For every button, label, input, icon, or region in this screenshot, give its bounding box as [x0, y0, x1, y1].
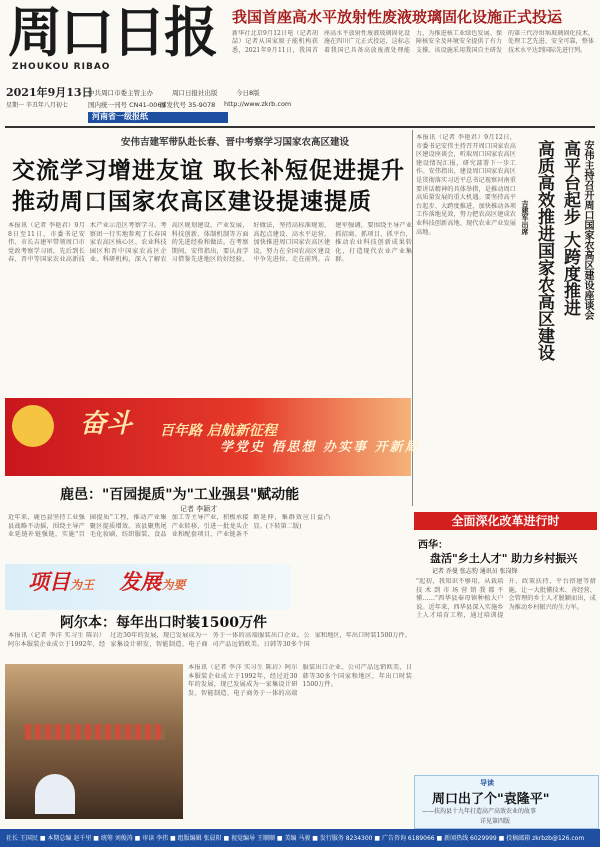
worker-figure-icon: [35, 774, 75, 814]
footer-item: 美编 马骏: [284, 835, 311, 842]
website-url[interactable]: http://www.zkrb.com: [224, 100, 292, 108]
footer-item: 审读 李伟: [142, 835, 169, 842]
footer-item: 组版编辑 张晨阳: [177, 835, 222, 842]
project-headline[interactable]: 阿尔本：每年出口时装1500万件: [60, 615, 267, 631]
reform-headline[interactable]: 盘活"乡土人才" 助力乡村振兴: [430, 552, 578, 565]
issue-date: 2021年9月13日: [6, 86, 93, 99]
footer-item: 视觉编导 王顺顺: [231, 835, 275, 842]
lead-headline[interactable]: [12, 155, 410, 217]
footer-item: 广告咨询 6189066: [381, 835, 435, 842]
top-story-body: 新华社北京9月12日电（记者胡喆）记者从国家原子能机构获悉，2021年9月11日，我国首座高水平放射性废液玻璃固化设施在四川广元正式投运，这标志着我国已具备高放废液处理能力，为推进核工业绿色发展、保障核安全及环境安全提供了有力支撑。该设施采用我国自主研发的第三代冷坩埚玻璃固化技术，处理工艺先进、安全可靠，整体技术水平达到国际先进行列。: [232, 30, 594, 54]
footer-item: 社长 王国民: [6, 835, 38, 842]
guide-subline: ——扶沟县十九年打造高产高效农业的故事: [422, 808, 537, 815]
project-body-continued: 本报讯（记者 李洋 实习生 陈岩）阿尔本服装企业成立于1992年，经过近30年的发展，现已发展成为一家集设计研发、智能制造、电子商务于一体的高端服装出口企业。公司产品远销欧美、日韩等30多个国家和地区，年出口时装1500万件。: [188, 664, 412, 697]
factory-photo: [5, 664, 183, 819]
side-feature-title-1[interactable]: 安伟主持召开周口国家农高区建设座谈会: [582, 140, 593, 320]
henan-label: 河南省一级报纸: [92, 112, 148, 121]
masthead-title: 周口日报: [8, 0, 216, 64]
page-count: 今日8版: [236, 89, 260, 97]
publisher2: 周口日报社出版: [172, 89, 218, 97]
side-feature-byline: 吉建军出席: [521, 200, 530, 235]
footer-item: 本期总编 赵千里: [47, 835, 92, 842]
centenary-body: 近年来，鹿邑县坚持工业强县战略不动摇，围绕主导产业延链补链强链，实施"百园提质"工程，推动产业集聚区提质增效。该县聚焦尾毛化妆刷、纺织服装、食品加工等主导产业，积极承接产业转移，引进一批龙头企业和配套项目，产业链条不断延伸，集群效应日益凸显。(下转第二版): [8, 514, 331, 539]
project-body: 本报讯（记者 李洋 实习生 陈岩）阿尔本服装企业成立于1992年，经过近30年的发展，现已发展成为一家集设计研发、智能制造、电子商务于一体的高端服装出口企业。公司产品远销欧美、日韩等30多个国家和地区，年出口时装1500万件。: [8, 632, 411, 648]
side-feature-title-2[interactable]: 高平台起步 大跨度推进: [560, 140, 580, 316]
reform-body: "起初，我知识不够用，从栽培技术到市场营销我都不懂……"西华县奉母镇种植大户说。近年来，西华县深入实施乡土人才培育工程，通过培训提升、政策扶持、平台搭建等措施，让一大批懂技术、善经营、会管理的乡土人才脱颖而出，成为推动乡村振兴的生力军。: [416, 578, 596, 620]
masthead-rule: [5, 126, 595, 128]
project-word1: 项目: [28, 569, 70, 594]
garment-rack-icon: [25, 724, 165, 740]
project-word2: 为王: [70, 578, 95, 592]
centenary-byline: 记者 李颖才: [180, 505, 218, 513]
weekday-lunar: 星期一 辛丑年八月初七: [6, 102, 68, 109]
guide-headline[interactable]: 周口出了个"袁隆平": [432, 792, 550, 807]
side-feature-body: 本报讯（记者 李艳君）9月12日，市委书记安伟主持召开周口国家农高区建设座谈会，听取周口国家农高区建设情况汇报，研究部署下一步工作。安伟指出，建设周口国家农高区是贯彻落实习近平总书记视察河南重要讲话精神的具体举措，是推动周口高质量发展的重大机遇。要坚持高平台起步、大跨度推进，加快推动各项工作落地见效，努力把农高区建成农业科技创新高地、现代农业产业发展高地。: [416, 134, 516, 236]
footer-text: 社长 王国民 ■ 本期总编 赵千里 ■ 统筹 刘俊涛 ■ 审读 李伟 ■ 组版编辑 张晨阳 ■ 视觉编导 王顺顺 ■ 美编 马骏 ■ 发行服务 8234300 ■ 广告咨询 6189066 ■ 新闻热线 6029999 ■ 投稿邮箱 zkrbzb@126.com: [6, 835, 585, 842]
footer-item: 统筹 刘俊涛: [100, 835, 133, 842]
centenary-headline[interactable]: 鹿邑："百园提质"为"工业强县"赋动能: [60, 487, 300, 503]
lead-kicker: 安伟吉建军带队赴长春、晋中考察学习国家农高区建设: [120, 137, 349, 148]
publisher: 中共周口市委主管主办: [88, 89, 153, 97]
lead-headline-line2: 推动周口国家农高区建设提速提质: [12, 188, 372, 215]
top-story-headline[interactable]: 我国首座高水平放射性废液玻璃固化设施正式投运: [232, 8, 563, 26]
footer-item: 新闻热线 6029999: [444, 835, 497, 842]
cn-number: 国内统一刊号 CN41-0069: [88, 101, 166, 109]
side-feature-title-3[interactable]: 高质高效推进国家农高区建设: [534, 140, 554, 361]
masthead-pinyin: ZHOUKOU RIBAO: [12, 62, 111, 72]
guide-label: 导读: [480, 778, 494, 787]
centenary-banner-main: 奋斗: [80, 409, 133, 439]
centenary-banner-tags: 学党史 悟思想 办实事 开新局: [220, 440, 420, 455]
project-banner-text: [28, 566, 185, 596]
project-word3: 发展: [119, 569, 162, 594]
footer-item: 发行服务 8234300: [319, 835, 373, 842]
project-word4: 为要: [161, 578, 186, 592]
reform-byline: 记者 乔曼 张志豹 通讯员 张岗锋: [432, 568, 518, 575]
lead-headline-line1: 交流学习增进友谊 取长补短促进提升: [12, 157, 406, 184]
reform-banner-text: 全面深化改革进行时: [451, 514, 560, 528]
post-code: 邮发代号 35-9078: [160, 101, 216, 109]
party-emblem-icon: [12, 405, 54, 447]
centenary-banner-sub: 百年路 启航新征程: [160, 423, 277, 439]
guide-page-ref[interactable]: 详见第四版: [480, 818, 511, 825]
reform-headline-prefix: 西华：: [418, 540, 448, 551]
lead-body: 本报讯（记者 李艳君）9月8日至11日，市委书记安伟、市长吉建军带领周口市党政考察学习团，先后到长春、晋中等国家农业高新技术产业示范区考察学习。考察团一行实地参观了长春国家农高区核心区、农业科技园区和晋中国家农高区企业、科研机构，深入了解农高区规划建设、产业发展、科技创新、体制机制等方面的先进经验和做法。在考察期间，安伟指出，要认真学习借鉴先进地区的好经验、好做法，坚持高标准规划、高起点建设、高水平运营，加快推进周口国家农高区建设，努力在全国农高区建设中争先进位、走在前列。吉建军强调，要围绕主导产业抓招商、抓项目、抓平台，推动农业科技创新成果转化，打造现代农业产业集群。: [8, 222, 412, 264]
footer-item: 投稿邮箱 zkrbzb@126.com: [506, 835, 585, 842]
